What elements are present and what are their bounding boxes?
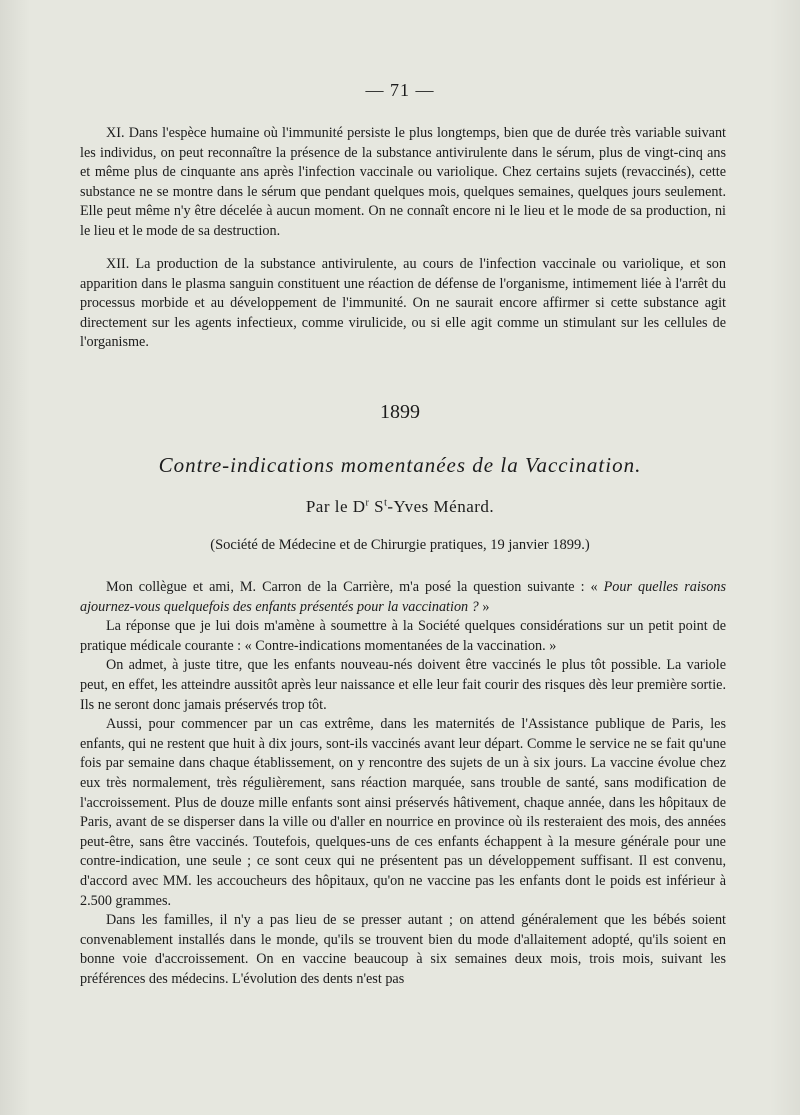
body-paragraph-5: Dans les familles, il n'y a pas lieu de se presser autant ; on attend généralement que les bébés soient convenablement installés dans le monde, qu'ils se trouvent bien du mode d'allaitement adopté, qu'ils soient en bonne voie d'accroissement. On en vaccine beaucoup à six semaines deux mois, trois mois, suivant les préférences des médecins. L'évolution des dents n'est pas: [80, 912, 726, 987]
author-prefix: Par le D: [305, 497, 366, 516]
body-paragraph-2: La réponse que je lui dois m'amène à soumettre à la Société quelques considérations sur un petit point de pratique médicale courante : « Contre-indications momentanées de la vaccination. »: [80, 618, 726, 654]
question-text: Pour quelles raisons ajournez-vous quelquefois des enfants présentés pour la vaccination ?: [80, 579, 726, 615]
body-paragraph-3: On admet, à juste titre, que les enfants nouveau-nés doivent être vaccinés le plus tôt possible. La variole peut, en effet, les atteindre aussitôt après leur naissance et elle leur fait courir des risques dès leur première sortie. Ils ne seront donc jamais préservés trop tôt.: [80, 657, 726, 713]
question-intro: Mon collègue et ami, M. Carron de la Carrière, m'a posé la question suivante : «: [106, 579, 604, 595]
article-body: [80, 578, 726, 989]
section-xi: [80, 124, 726, 242]
section-xii: [80, 255, 726, 353]
paragraph-xi: XI. Dans l'espèce humaine où l'immunité persiste le plus longtemps, bien que de durée très variable suivant les individus, on peut reconnaître la présence de la substance antivirulente dans le sérum, plus de vingt-cinq ans et même plus de cinquante ans après l'infection vaccinale ou variolique. Chez certains sujets (revaccinés), cette substance ne se montre dans le sérum que pendant quelques mois, quelques semaines, quelques jours seulement. Elle peut même n'y être décelée à aucun moment. On ne connaît encore ni le lieu et le mode de sa production, ni le lieu et le mode de sa destruction.: [80, 125, 726, 239]
article-source: (Société de Médecine et de Chirurgie pratiques, 19 janvier 1899.): [210, 537, 590, 553]
question-close: »: [478, 598, 490, 615]
author-saint-sup: t: [384, 497, 388, 509]
article-author: [0, 497, 800, 517]
body-paragraph-4: Aussi, pour commencer par un cas extrême, dans les maternités de l'Assistance publique de Paris, les enfants, qui ne restent que huit à dix jours, sont-ils vaccinés avant leur départ. Comme le service ne se fait qu'une fois par semaine dans chaque établissement, on y rencontre des sujets de un à six jours. La vaccine évolue chez eux très normalement, très régulièrement, sans réaction marquée, sans trouble de santé, sans modification de l'accroissement. Plus de douze mille enfants sont ainsi préservés hâtivement, chaque année, dans les hôpitaux de Paris, avant de se disperser dans la ville ou d'aller en nourrice en province où ils resteraient des mois, des années peut-être, sans être vaccinés. Toutefois, quelques-uns de ces enfants échappent à la mesure générale pour une contre-indication, une seule ; ce sont ceux qui ne présentent pas un développement suffisant. Il est convenu, d'accord avec MM. les accoucheurs des hôpitaux, qu'on ne vaccine pas les enfants dont le poids est inférieur à 2.500 grammes.: [80, 716, 726, 909]
author-saint: S: [374, 497, 385, 516]
author-prefix-sup: r: [365, 497, 370, 509]
article-title: Contre-indications momentanées de la Vaccination.: [158, 453, 642, 477]
paragraph-xii: XII. La production de la substance antivirulente, au cours de l'infection vaccinale ou variolique, et son apparition dans le plasma sanguin constituent une réaction de défense de l'organisme, intimement liée à l'arrêt du processus morbide et au développement de l'immunité. On ne saurait encore affirmer si cette substance agit directement sur les agents infectieux, comme virulicide, ou si elle agit comme un stimulant sur les cellules de l'organisme.: [80, 256, 726, 351]
body-paragraph-1: [80, 578, 726, 617]
page-number: — 71 —: [365, 80, 435, 100]
year-heading: 1899: [380, 401, 420, 423]
author-name: -Yves Ménard.: [387, 497, 495, 516]
